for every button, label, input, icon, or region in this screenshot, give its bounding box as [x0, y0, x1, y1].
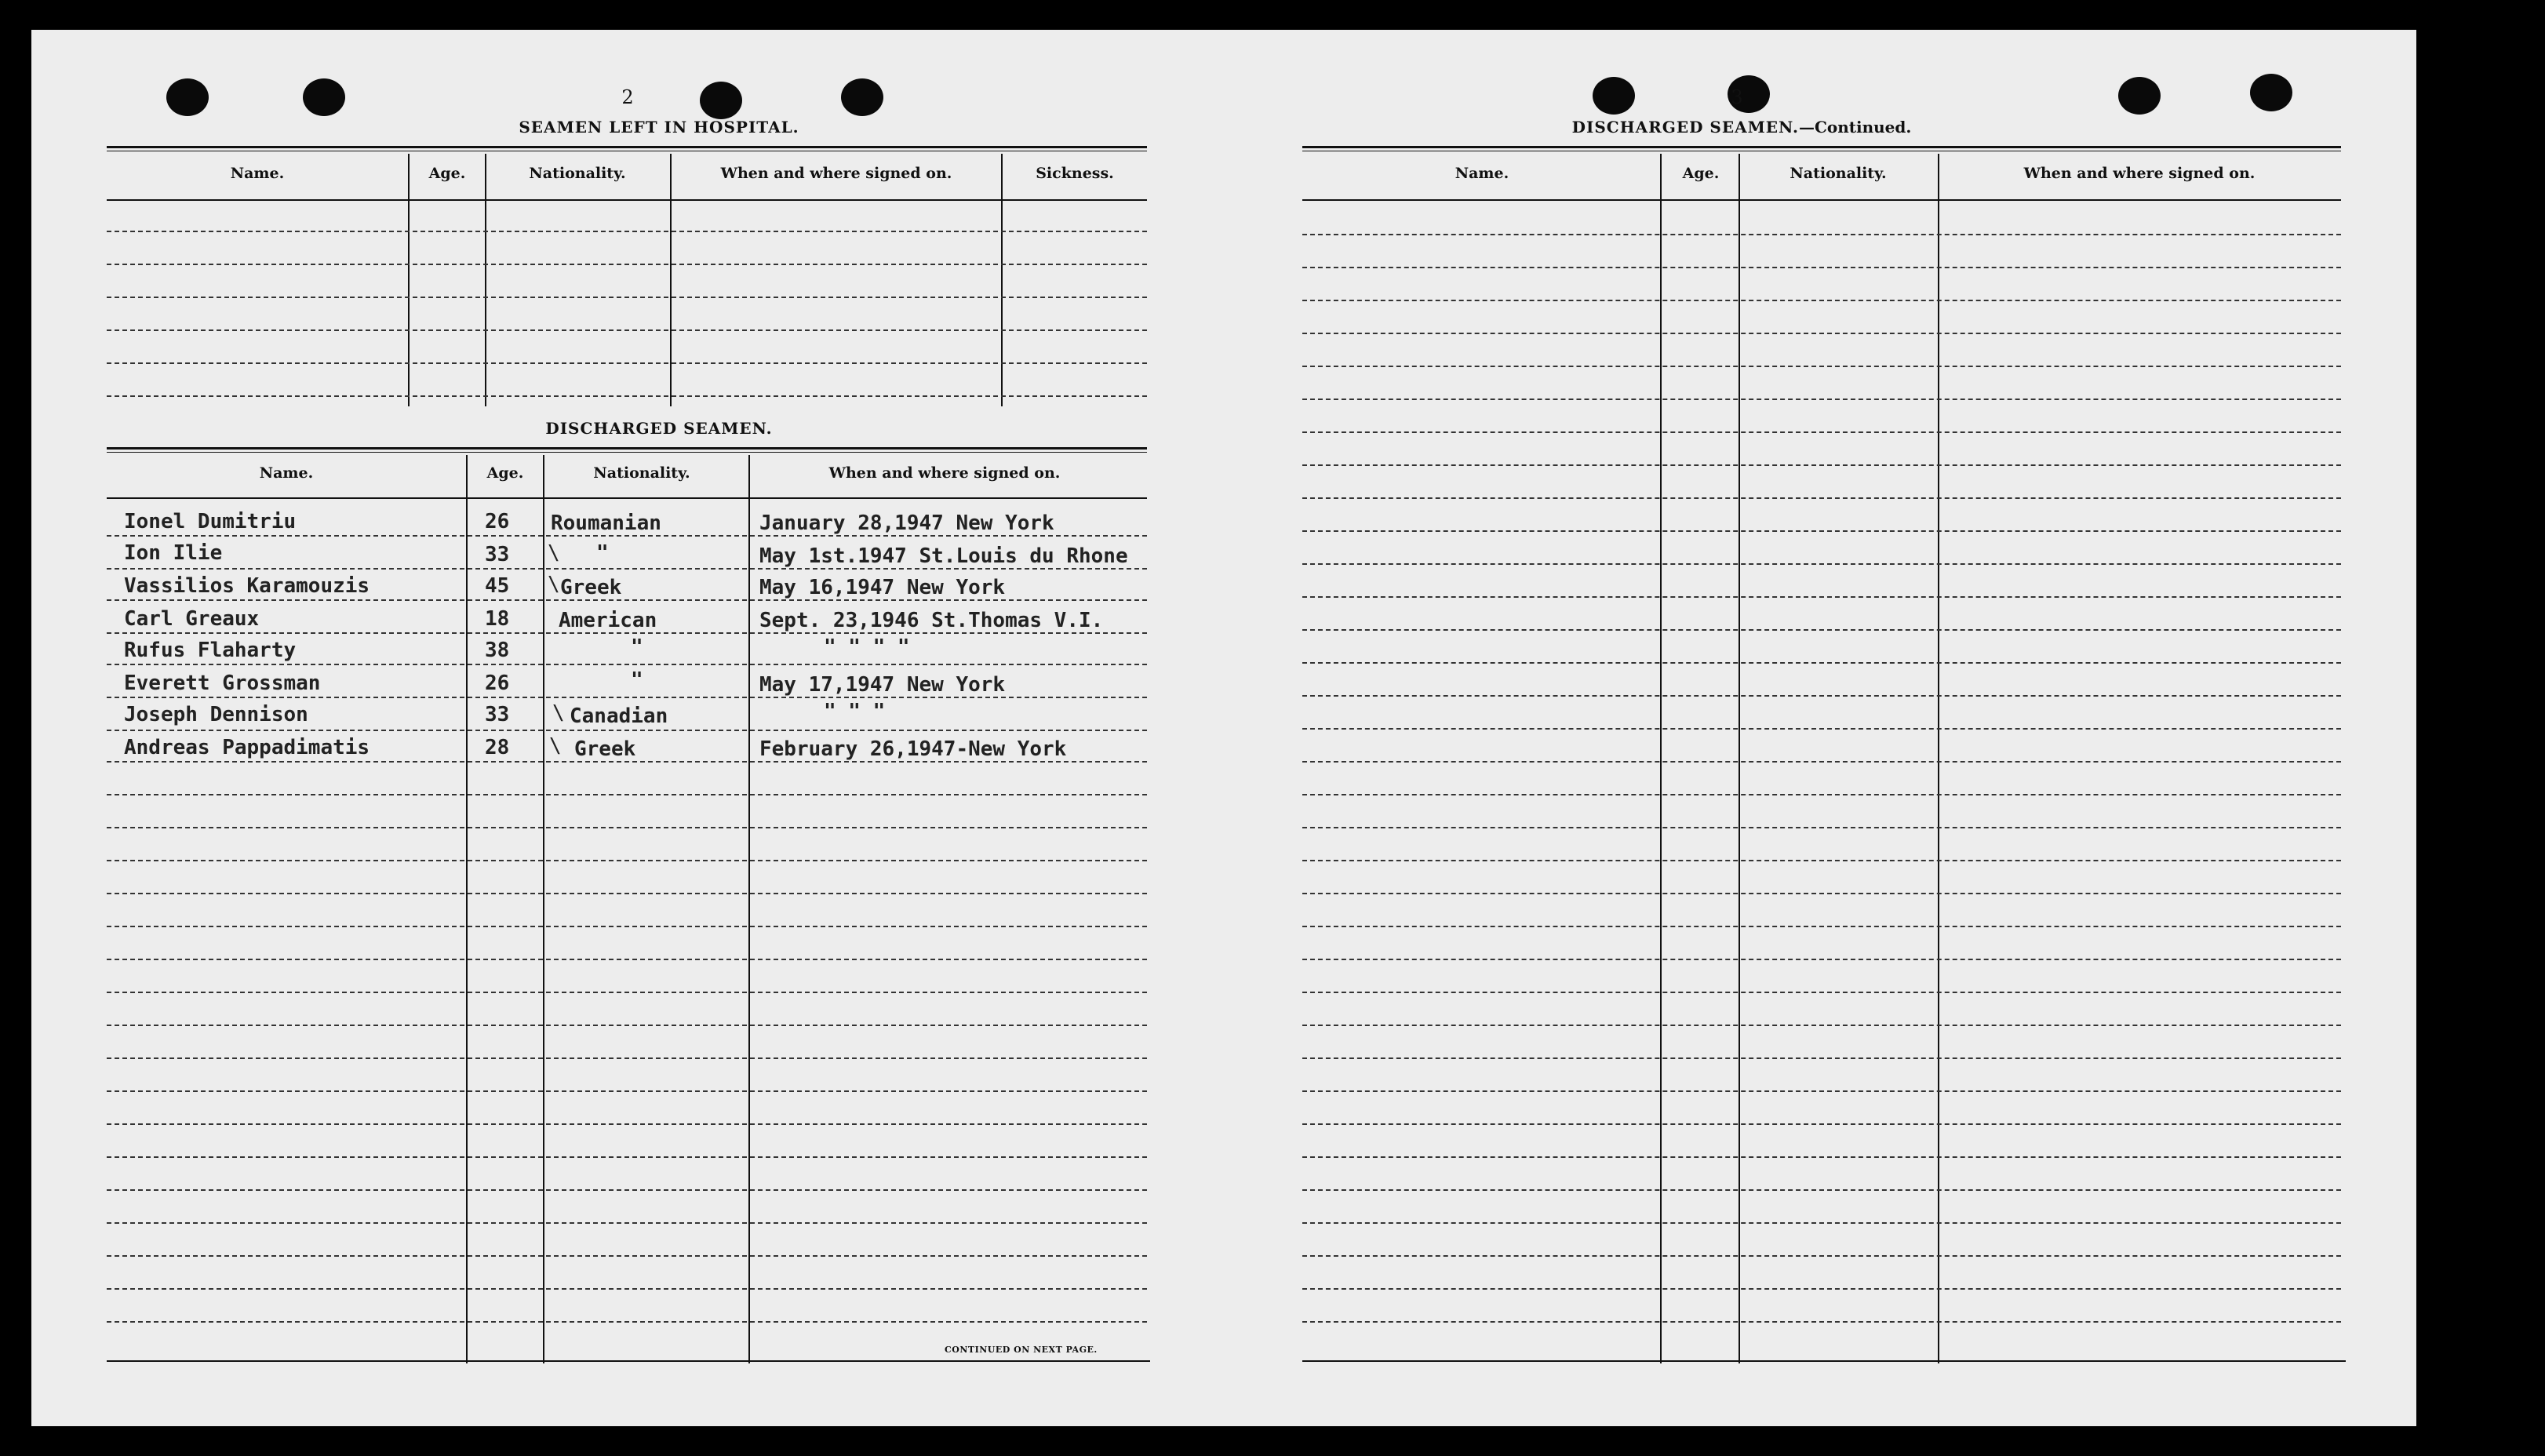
- punch-hole-icon: [2250, 74, 2292, 111]
- pen-tick-icon: \: [548, 573, 560, 596]
- seaman-name: Rufus Flaharty: [124, 639, 297, 662]
- seaman-age: 18: [485, 607, 510, 631]
- seaman-age: 33: [485, 703, 510, 726]
- seaman-name: Andreas Pappadimatis: [124, 736, 370, 759]
- seaman-age: 45: [485, 574, 510, 598]
- seaman-nationality: ": [596, 541, 609, 565]
- seaman-name: Ionel Dumitriu: [124, 510, 297, 533]
- column-header-name: Name.: [259, 464, 314, 482]
- seaman-name: Everett Grossman: [124, 672, 321, 695]
- seaman-signed-on: February 26,1947-New York: [759, 737, 1067, 761]
- page-number: 3: [1731, 86, 1743, 108]
- continued-note: CONTINUED ON NEXT PAGE.: [945, 1345, 1098, 1355]
- punch-hole-icon: [700, 82, 742, 119]
- page-number: 2: [621, 86, 634, 108]
- pen-tick-icon: \: [552, 701, 565, 725]
- section-title-text: DISCHARGED SEAMEN.: [1571, 118, 1799, 136]
- section-title-suffix: —Continued.: [1798, 118, 1912, 136]
- column-header-nationality: Nationality.: [593, 464, 690, 482]
- seaman-age: 28: [485, 736, 510, 759]
- seaman-age: 38: [485, 639, 510, 662]
- column-header-name: Name.: [1455, 165, 1509, 182]
- seaman-signed-on: May 1st.1947 St.Louis du Rhone: [759, 544, 1128, 568]
- seaman-nationality: Greek: [560, 576, 622, 599]
- seaman-name: Carl Greaux: [124, 607, 260, 631]
- seaman-age: 26: [485, 672, 510, 695]
- hospital-section-title: SEAMEN LEFT IN HOSPITAL.: [519, 118, 799, 136]
- seaman-signed-on: Sept. 23,1946 St.Thomas V.I.: [759, 609, 1104, 632]
- seaman-signed-on: " " " ": [824, 635, 910, 659]
- seaman-name: Ion Ilie: [124, 541, 223, 565]
- column-header-signed-on: When and where signed on.: [828, 464, 1061, 482]
- pen-tick-icon: \: [548, 541, 560, 565]
- column-header-signed-on: When and where signed on.: [2023, 165, 2256, 182]
- punch-hole-icon: [166, 78, 209, 116]
- punch-hole-icon: [303, 78, 345, 116]
- seaman-signed-on: " " ": [824, 700, 886, 723]
- pen-tick-icon: \: [549, 734, 562, 758]
- seaman-age: 33: [485, 543, 510, 566]
- seaman-age: 26: [485, 510, 510, 533]
- seaman-nationality: ": [631, 635, 643, 659]
- seaman-signed-on: January 28,1947 New York: [759, 511, 1054, 535]
- continued-section-title: [1506, 118, 1977, 136]
- punch-hole-icon: [2118, 77, 2161, 115]
- column-header-nationality: Nationality.: [529, 165, 626, 182]
- column-header-sickness: Sickness.: [1036, 165, 1114, 182]
- column-header-age: Age.: [486, 464, 524, 482]
- discharged-section-title: DISCHARGED SEAMEN.: [545, 419, 773, 438]
- punch-hole-icon: [1593, 77, 1635, 115]
- seaman-nationality: Roumanian: [551, 511, 661, 535]
- document-sheet: [31, 30, 2416, 1426]
- seaman-signed-on: May 16,1947 New York: [759, 576, 1006, 599]
- seaman-nationality: Greek: [574, 737, 636, 761]
- seaman-nationality: Canadian: [570, 704, 668, 728]
- column-header-signed-on: When and where signed on.: [720, 165, 952, 182]
- column-header-age: Age.: [1682, 165, 1720, 182]
- seaman-signed-on: May 17,1947 New York: [759, 673, 1006, 697]
- column-header-name: Name.: [230, 165, 285, 182]
- seaman-nationality: American: [559, 609, 657, 632]
- punch-hole-icon: [841, 78, 883, 116]
- column-header-nationality: Nationality.: [1790, 165, 1887, 182]
- seaman-name: Joseph Dennison: [124, 703, 308, 726]
- seaman-name: Vassilios Karamouzis: [124, 574, 370, 598]
- column-header-age: Age.: [428, 165, 466, 182]
- seaman-nationality: ": [631, 668, 643, 692]
